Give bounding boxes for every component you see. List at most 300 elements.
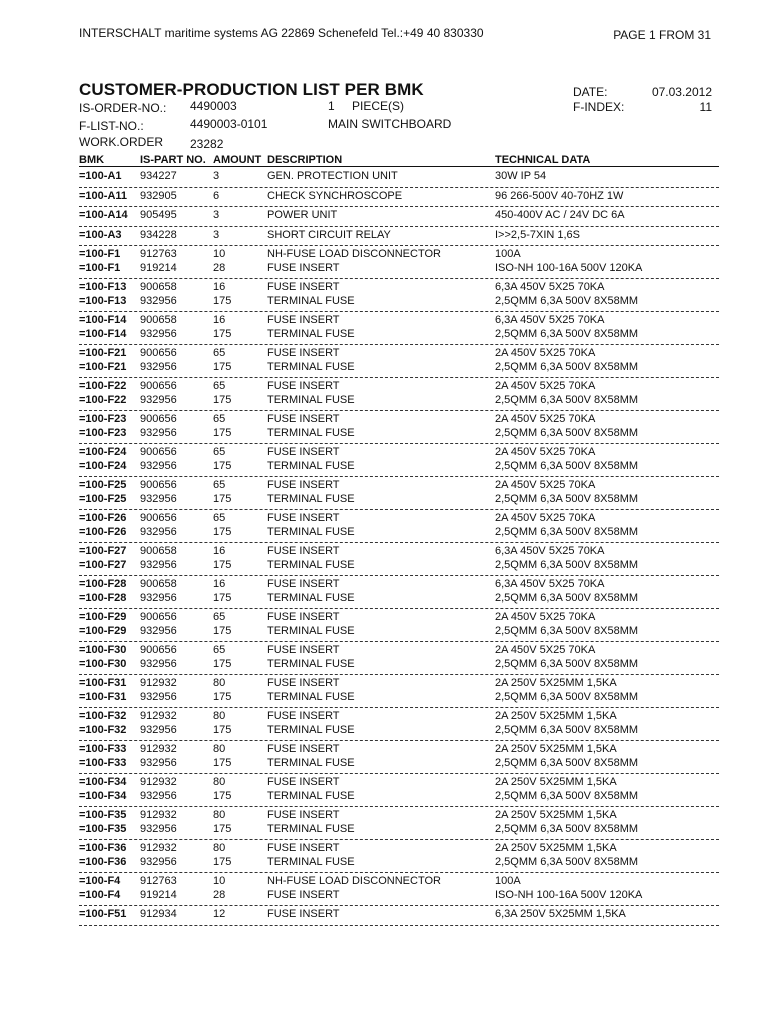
cell-bmk: =100-F30 (79, 644, 127, 656)
cell-technical-data: ISO-NH 100-16A 500V 120KA (495, 888, 643, 901)
table-row (79, 328, 719, 342)
cell-technical-data: 100A (495, 875, 521, 887)
cell-bmk: =100-F33 (79, 756, 127, 769)
cell-bmk: =100-F29 (79, 611, 127, 623)
cell-technical-data: 2,5QMM 6,3A 500V 8X58MM (495, 327, 639, 340)
parts-table (79, 168, 719, 926)
table-row (79, 908, 719, 922)
cell-description: FUSE INSERT (267, 281, 340, 293)
cell-description: FUSE INSERT (267, 776, 340, 788)
f-list-value: 4490003-0101 (190, 117, 268, 131)
cell-part-no: 900656 (140, 512, 177, 524)
cell-amount: 12 (213, 908, 226, 920)
cell-description: TERMINAL FUSE (267, 459, 355, 472)
cell-description: TERMINAL FUSE (267, 360, 355, 373)
cell-amount: 80 (213, 677, 226, 689)
cell-technical-data: ISO-NH 100-16A 500V 120KA (495, 261, 643, 274)
table-row (79, 578, 719, 592)
document-title: CUSTOMER-PRODUCTION LIST PER BMK (79, 80, 424, 99)
cell-amount: 16 (213, 545, 226, 557)
bmk-group (79, 444, 719, 477)
cell-part-no: 932956 (140, 591, 177, 604)
cell-technical-data: 2,5QMM 6,3A 500V 8X58MM (495, 756, 639, 769)
cell-technical-data: 6,3A 450V 5X25 70KA (495, 281, 605, 293)
cell-part-no: 912934 (140, 908, 177, 920)
is-order-label: IS-ORDER-NO.: (79, 101, 167, 115)
table-row (79, 479, 719, 493)
cell-description: FUSE INSERT (267, 743, 340, 755)
cell-bmk: =100-F35 (79, 809, 127, 821)
table-row (79, 545, 719, 559)
table-row (79, 790, 719, 804)
bmk-group (79, 168, 719, 188)
cell-amount: 3 (213, 209, 220, 221)
cell-amount: 175 (213, 558, 232, 571)
cell-bmk: =100-F13 (79, 294, 127, 307)
cell-amount: 175 (213, 624, 232, 637)
cell-description: FUSE INSERT (267, 842, 340, 854)
cell-amount: 80 (213, 809, 226, 821)
cell-amount: 10 (213, 248, 226, 260)
cell-technical-data: 2A 250V 5X25MM 1,5KA (495, 809, 617, 821)
cell-bmk: =100-F35 (79, 822, 127, 835)
cell-part-no: 932956 (140, 525, 177, 538)
bmk-group (79, 279, 719, 312)
table-row (79, 644, 719, 658)
bmk-group (79, 227, 719, 247)
cell-technical-data: 2,5QMM 6,3A 500V 8X58MM (495, 624, 639, 637)
cell-description: FUSE INSERT (267, 677, 340, 689)
bmk-group (79, 345, 719, 378)
cell-bmk: =100-A1 (79, 170, 122, 182)
bmk-group (79, 576, 719, 609)
cell-part-no: 932956 (140, 327, 177, 340)
cell-part-no: 932956 (140, 624, 177, 637)
cell-amount: 175 (213, 822, 232, 835)
cell-amount: 16 (213, 578, 226, 590)
column-amount: AMOUNT (213, 154, 262, 166)
bmk-group (79, 675, 719, 708)
table-row (79, 295, 719, 309)
cell-bmk: =100-F27 (79, 545, 127, 557)
cell-description: FUSE INSERT (267, 908, 340, 920)
table-row (79, 889, 719, 903)
cell-technical-data: 2,5QMM 6,3A 500V 8X58MM (495, 426, 639, 439)
cell-description: FUSE INSERT (267, 261, 340, 274)
cell-description: FUSE INSERT (267, 611, 340, 623)
cell-part-no: 912932 (140, 776, 177, 788)
cell-amount: 28 (213, 888, 226, 901)
cell-technical-data: 2A 250V 5X25MM 1,5KA (495, 743, 617, 755)
cell-part-no: 932905 (140, 189, 177, 202)
table-row (79, 361, 719, 375)
cell-part-no: 900656 (140, 611, 177, 623)
cell-amount: 10 (213, 875, 226, 887)
table-row (79, 209, 719, 223)
table-row (79, 347, 719, 361)
cell-technical-data: 2A 450V 5X25 70KA (495, 347, 596, 359)
cell-technical-data: 100A (495, 248, 521, 260)
table-row (79, 190, 719, 204)
cell-part-no: 934227 (140, 170, 177, 182)
cell-amount: 175 (213, 459, 232, 472)
cell-description: CHECK SYNCHROSCOPE (267, 189, 403, 202)
cell-amount: 175 (213, 591, 232, 604)
cell-amount: 175 (213, 657, 232, 670)
cell-part-no: 900656 (140, 380, 177, 392)
cell-technical-data: 450-400V AC / 24V DC 6A (495, 209, 625, 221)
f-index-value: 11 (699, 100, 712, 114)
cell-part-no: 912932 (140, 710, 177, 722)
cell-part-no: 900656 (140, 479, 177, 491)
f-list-description: MAIN SWITCHBOARD (328, 117, 452, 131)
bmk-group (79, 840, 719, 873)
cell-technical-data: 30W IP 54 (495, 170, 547, 182)
cell-amount: 80 (213, 743, 226, 755)
table-row (79, 611, 719, 625)
table-row (79, 757, 719, 771)
cell-description: FUSE INSERT (267, 347, 340, 359)
cell-amount: 65 (213, 413, 226, 425)
cell-bmk: =100-F21 (79, 360, 127, 373)
cell-bmk: =100-F4 (79, 875, 121, 887)
cell-description: TERMINAL FUSE (267, 558, 355, 571)
column-technical-data: TECHNICAL DATA (495, 154, 591, 166)
cell-part-no: 900656 (140, 413, 177, 425)
cell-technical-data: 2,5QMM 6,3A 500V 8X58MM (495, 591, 639, 604)
cell-bmk: =100-F32 (79, 723, 127, 736)
cell-amount: 80 (213, 842, 226, 854)
cell-description: FUSE INSERT (267, 446, 340, 458)
cell-amount: 65 (213, 347, 226, 359)
cell-bmk: =100-F51 (79, 908, 127, 920)
cell-description: TERMINAL FUSE (267, 657, 355, 670)
cell-amount: 175 (213, 855, 232, 868)
cell-amount: 175 (213, 360, 232, 373)
cell-amount: 175 (213, 393, 232, 406)
work-order-value: 23282 (190, 137, 224, 151)
cell-bmk: =100-F26 (79, 525, 127, 538)
cell-bmk: =100-F21 (79, 347, 127, 359)
cell-technical-data: 6,3A 450V 5X25 70KA (495, 545, 605, 557)
cell-amount: 65 (213, 611, 226, 623)
cell-part-no: 900658 (140, 281, 177, 293)
cell-part-no: 932956 (140, 426, 177, 439)
cell-bmk: =100-F13 (79, 281, 127, 293)
cell-part-no: 932956 (140, 822, 177, 835)
cell-amount: 65 (213, 380, 226, 392)
cell-amount: 65 (213, 446, 226, 458)
cell-description: FUSE INSERT (267, 479, 340, 491)
is-order-value: 4490003 (190, 99, 237, 113)
bmk-group (79, 411, 719, 444)
cell-description: TERMINAL FUSE (267, 393, 355, 406)
cell-bmk: =100-F25 (79, 479, 127, 491)
table-row (79, 512, 719, 526)
cell-part-no: 932956 (140, 855, 177, 868)
cell-part-no: 932956 (140, 558, 177, 571)
bmk-group (79, 188, 719, 208)
cell-part-no: 912932 (140, 677, 177, 689)
table-row (79, 427, 719, 441)
cell-part-no: 932956 (140, 789, 177, 802)
bmk-group (79, 246, 719, 279)
cell-technical-data: I>>2,5-7XIN 1,6S (495, 228, 580, 241)
cell-amount: 6 (213, 189, 220, 202)
cell-description: FUSE INSERT (267, 413, 340, 425)
cell-part-no: 912932 (140, 809, 177, 821)
cell-part-no: 900656 (140, 347, 177, 359)
table-row (79, 875, 719, 889)
table-row (79, 170, 719, 184)
header-rule (79, 166, 719, 167)
cell-bmk: =100-F33 (79, 743, 127, 755)
cell-technical-data: 2,5QMM 6,3A 500V 8X58MM (495, 492, 639, 505)
cell-technical-data: 2,5QMM 6,3A 500V 8X58MM (495, 459, 639, 472)
cell-technical-data: 2,5QMM 6,3A 500V 8X58MM (495, 690, 639, 703)
cell-bmk: =100-F31 (79, 677, 127, 689)
bmk-group (79, 741, 719, 774)
cell-description: GEN. PROTECTION UNIT (267, 170, 398, 182)
table-row (79, 281, 719, 295)
cell-technical-data: 2A 250V 5X25MM 1,5KA (495, 677, 617, 689)
cell-technical-data: 2,5QMM 6,3A 500V 8X58MM (495, 558, 639, 571)
cell-technical-data: 2,5QMM 6,3A 500V 8X58MM (495, 393, 639, 406)
table-row (79, 776, 719, 790)
table-row (79, 493, 719, 507)
cell-part-no: 932956 (140, 723, 177, 736)
cell-technical-data: 2A 450V 5X25 70KA (495, 611, 596, 623)
bmk-group (79, 807, 719, 840)
cell-technical-data: 2A 450V 5X25 70KA (495, 479, 596, 491)
cell-amount: 3 (213, 170, 220, 182)
cell-bmk: =100-F27 (79, 558, 127, 571)
cell-part-no: 912763 (140, 248, 177, 260)
f-index-label: F-INDEX: (573, 100, 625, 114)
cell-description: TERMINAL FUSE (267, 855, 355, 868)
cell-amount: 80 (213, 776, 226, 788)
table-row (79, 823, 719, 837)
cell-description: FUSE INSERT (267, 578, 340, 590)
cell-description: NH-FUSE LOAD DISCONNECTOR (267, 248, 441, 260)
cell-technical-data: 2,5QMM 6,3A 500V 8X58MM (495, 657, 639, 670)
cell-amount: 3 (213, 228, 220, 241)
cell-part-no: 932956 (140, 393, 177, 406)
column-description: DESCRIPTION (267, 154, 343, 166)
cell-technical-data: 2A 450V 5X25 70KA (495, 512, 596, 524)
table-row (79, 262, 719, 276)
table-row (79, 724, 719, 738)
cell-description: FUSE INSERT (267, 545, 340, 557)
cell-bmk: =100-F1 (79, 261, 121, 274)
bmk-group (79, 543, 719, 576)
cell-amount: 175 (213, 756, 232, 769)
bmk-group (79, 708, 719, 741)
cell-technical-data: 6,3A 250V 5X25MM 1,5KA (495, 908, 626, 920)
page-number: PAGE 1 FROM 31 (613, 28, 711, 42)
cell-description: TERMINAL FUSE (267, 822, 355, 835)
cell-description: FUSE INSERT (267, 888, 340, 901)
cell-bmk: =100-F14 (79, 314, 127, 326)
cell-part-no: 932956 (140, 492, 177, 505)
cell-part-no: 932956 (140, 459, 177, 472)
cell-technical-data: 2A 450V 5X25 70KA (495, 446, 596, 458)
cell-description: TERMINAL FUSE (267, 591, 355, 604)
cell-amount: 175 (213, 789, 232, 802)
table-row (79, 446, 719, 460)
cell-description: TERMINAL FUSE (267, 690, 355, 703)
table-row (79, 842, 719, 856)
cell-part-no: 919214 (140, 261, 177, 274)
cell-bmk: =100-F1 (79, 248, 121, 260)
cell-amount: 175 (213, 525, 232, 538)
cell-technical-data: 2,5QMM 6,3A 500V 8X58MM (495, 855, 639, 868)
cell-amount: 80 (213, 710, 226, 722)
cell-technical-data: 2,5QMM 6,3A 500V 8X58MM (495, 723, 639, 736)
cell-technical-data: 6,3A 450V 5X25 70KA (495, 314, 605, 326)
bmk-group (79, 774, 719, 807)
cell-amount: 65 (213, 479, 226, 491)
work-order-label: WORK.ORDER (79, 135, 163, 149)
cell-technical-data: 2,5QMM 6,3A 500V 8X58MM (495, 294, 639, 307)
cell-description: TERMINAL FUSE (267, 756, 355, 769)
cell-amount: 175 (213, 492, 232, 505)
column-bmk: BMK (79, 154, 105, 166)
cell-technical-data: 2A 250V 5X25MM 1,5KA (495, 776, 617, 788)
cell-bmk: =100-F28 (79, 591, 127, 604)
cell-description: TERMINAL FUSE (267, 624, 355, 637)
bmk-group (79, 642, 719, 675)
cell-description: FUSE INSERT (267, 314, 340, 326)
bmk-group (79, 873, 719, 906)
cell-amount: 175 (213, 294, 232, 307)
cell-description: TERMINAL FUSE (267, 327, 355, 340)
cell-amount: 175 (213, 690, 232, 703)
cell-bmk: =100-A14 (79, 209, 128, 221)
cell-technical-data: 2A 450V 5X25 70KA (495, 380, 596, 392)
cell-bmk: =100-F22 (79, 393, 127, 406)
company-line: INTERSCHALT maritime systems AG 22869 Schenefeld Tel.:+49 40 830330 (79, 26, 484, 40)
cell-part-no: 912932 (140, 743, 177, 755)
cell-part-no: 900658 (140, 578, 177, 590)
cell-bmk: =100-F22 (79, 380, 127, 392)
bmk-group (79, 906, 719, 926)
cell-bmk: =100-F36 (79, 855, 127, 868)
cell-bmk: =100-F34 (79, 776, 127, 788)
table-row (79, 743, 719, 757)
table-row (79, 460, 719, 474)
cell-bmk: =100-F36 (79, 842, 127, 854)
cell-bmk: =100-F32 (79, 710, 127, 722)
cell-part-no: 932956 (140, 690, 177, 703)
cell-description: FUSE INSERT (267, 380, 340, 392)
date-value: 07.03.2012 (651, 85, 712, 99)
cell-description: TERMINAL FUSE (267, 492, 355, 505)
cell-amount: 175 (213, 426, 232, 439)
table-row (79, 380, 719, 394)
table-row (79, 559, 719, 573)
cell-part-no: 932956 (140, 756, 177, 769)
pieces-count: 1 (328, 99, 335, 113)
cell-technical-data: 96 266-500V 40-70HZ 1W (495, 189, 624, 202)
cell-part-no: 912932 (140, 842, 177, 854)
cell-technical-data: 2A 450V 5X25 70KA (495, 413, 596, 425)
cell-description: FUSE INSERT (267, 710, 340, 722)
table-row (79, 314, 719, 328)
date-label: DATE: (573, 85, 608, 99)
cell-description: FUSE INSERT (267, 512, 340, 524)
cell-description: NH-FUSE LOAD DISCONNECTOR (267, 875, 441, 887)
cell-bmk: =100-F34 (79, 789, 127, 802)
bmk-group (79, 477, 719, 510)
bmk-group (79, 378, 719, 411)
cell-bmk: =100-A11 (79, 189, 128, 202)
cell-description: TERMINAL FUSE (267, 294, 355, 307)
cell-technical-data: 2A 250V 5X25MM 1,5KA (495, 710, 617, 722)
cell-part-no: 900658 (140, 314, 177, 326)
cell-technical-data: 2A 250V 5X25MM 1,5KA (495, 842, 617, 854)
cell-part-no: 932956 (140, 657, 177, 670)
bmk-group (79, 207, 719, 227)
cell-bmk: =100-A3 (79, 228, 122, 241)
bmk-group (79, 510, 719, 543)
cell-description: TERMINAL FUSE (267, 426, 355, 439)
cell-amount: 175 (213, 723, 232, 736)
cell-bmk: =100-F24 (79, 459, 127, 472)
cell-part-no: 932956 (140, 294, 177, 307)
cell-description: TERMINAL FUSE (267, 723, 355, 736)
pieces-label: PIECE(S) (352, 99, 405, 113)
cell-amount: 65 (213, 644, 226, 656)
table-row (79, 248, 719, 262)
cell-amount: 28 (213, 261, 226, 274)
cell-part-no: 900656 (140, 446, 177, 458)
cell-technical-data: 2A 450V 5X25 70KA (495, 644, 596, 656)
table-row (79, 625, 719, 639)
cell-part-no: 932956 (140, 360, 177, 373)
cell-part-no: 912763 (140, 875, 177, 887)
cell-bmk: =100-F30 (79, 657, 127, 670)
table-row (79, 592, 719, 606)
cell-technical-data: 2,5QMM 6,3A 500V 8X58MM (495, 789, 639, 802)
f-list-label: F-LIST-NO.: (79, 119, 144, 133)
cell-technical-data: 2,5QMM 6,3A 500V 8X58MM (495, 360, 639, 373)
cell-bmk: =100-F14 (79, 327, 127, 340)
cell-bmk: =100-F4 (79, 888, 121, 901)
cell-technical-data: 2,5QMM 6,3A 500V 8X58MM (495, 822, 639, 835)
cell-description: FUSE INSERT (267, 809, 340, 821)
cell-bmk: =100-F28 (79, 578, 127, 590)
cell-bmk: =100-F23 (79, 426, 127, 439)
cell-part-no: 919214 (140, 888, 177, 901)
table-row (79, 710, 719, 724)
cell-description: POWER UNIT (267, 209, 338, 221)
table-row (79, 229, 719, 243)
cell-description: TERMINAL FUSE (267, 789, 355, 802)
table-row (79, 658, 719, 672)
cell-amount: 65 (213, 512, 226, 524)
cell-bmk: =100-F23 (79, 413, 127, 425)
cell-bmk: =100-F25 (79, 492, 127, 505)
cell-bmk: =100-F29 (79, 624, 127, 637)
cell-bmk: =100-F31 (79, 690, 127, 703)
table-row (79, 856, 719, 870)
table-row (79, 809, 719, 823)
cell-part-no: 934228 (140, 228, 177, 241)
cell-description: SHORT CIRCUIT RELAY (267, 228, 391, 241)
table-row (79, 413, 719, 427)
table-row (79, 677, 719, 691)
